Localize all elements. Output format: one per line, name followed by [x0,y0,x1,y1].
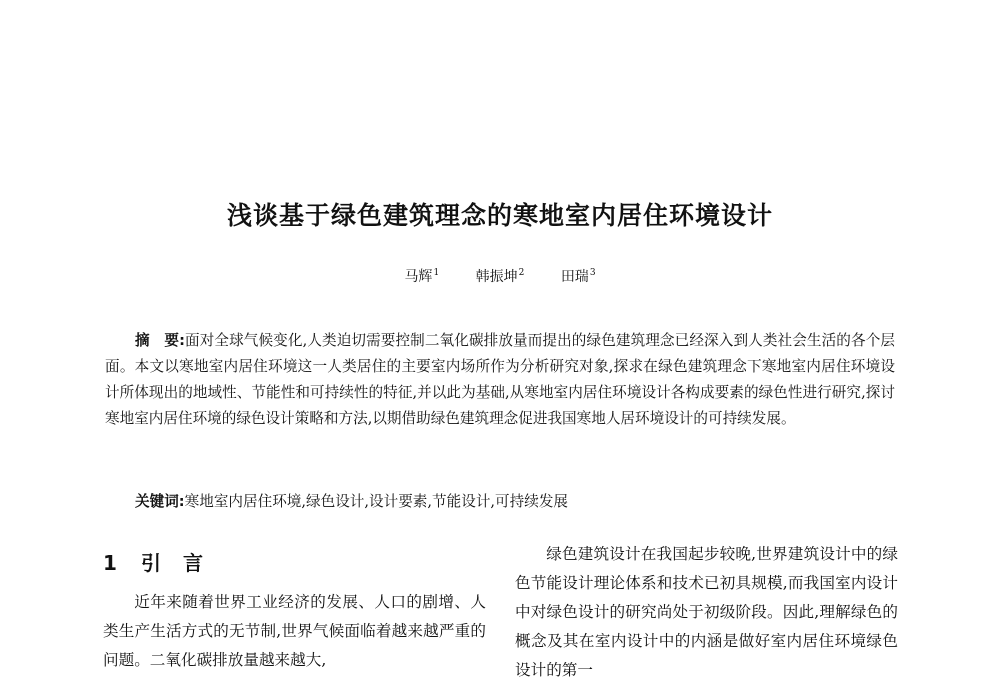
author-affiliation-mark: 3 [589,268,596,278]
abstract [105,328,895,432]
body-paragraph: 绿色建筑设计在我国起步较晚,世界建筑设计中的绿色节能设计理论体系和技术已初具规模,而我国室内设计中对绿色设计的研究尚处于初级阶段。因此,理解绿色的概念及其在室内设计中的内涵是做好室内居住环境绿色设计的第一 [515,545,898,679]
paper-title: 浅谈基于绿色建筑理念的寒地室内居住环境设计 [226,201,773,230]
author [404,266,439,286]
abstract-label: 摘 要: [135,332,185,349]
author-name: 马辉 [404,269,433,285]
author-name: 韩振坤 [475,269,518,285]
section-title: 引言 [141,551,225,575]
body-paragraph: 近年来随着世界工业经济的发展、人口的剧增、人类生产生活方式的无节制,世界气候面临着越来越严重的问题。二氧化碳排放量越来越大, [103,593,486,669]
author [476,266,525,286]
left-column [103,540,486,675]
author-list [0,266,1000,286]
author-affiliation-mark: 1 [433,268,440,278]
author-affiliation-mark: 2 [518,268,525,278]
author-name: 田瑞 [560,269,589,285]
section-number: 1 [103,551,117,575]
section-heading [103,546,486,580]
keywords-text: 寒地室内居住环境,绿色设计,设计要素,节能设计,可持续发展 [184,493,569,510]
author [561,266,596,286]
keywords-label: 关键词: [135,493,185,510]
abstract-text: 面对全球气候变化,人类迫切需要控制二氧化碳排放量而提出的绿色建筑理念已经深入到人类社会生活的各个层面。本文以寒地室内居住环境这一人类居住的主要室内场所作为分析研究对象,探求在绿色建筑理念下寒地室内居住环境设计所体现出的地域性、节能性和可持续性的特征,并以此为基础,从寒地室内居住环境设计各构成要素的绿色性进行研究,探讨寒地室内居住环境的绿色设计策略和方法,以期借助绿色建筑理念促进我国寒地人居环境设计的可持续发展。 [105,332,895,427]
right-column [515,540,898,685]
keywords [135,490,895,514]
